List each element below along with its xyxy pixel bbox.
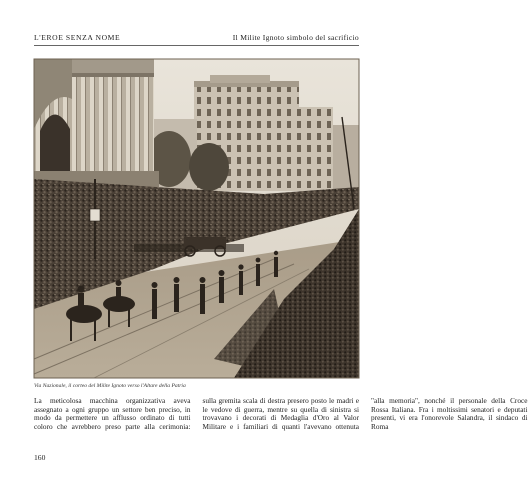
- chapter-title: Il Milite Ignoto simbolo del sacrificio: [232, 33, 359, 42]
- photo-caption: Via Nazionale, il corteo del Milite Ignoto verso l'Altare della Patria: [34, 383, 186, 389]
- body-text: [34, 396, 528, 439]
- section-title: L'EROE SENZA NOME: [34, 33, 121, 42]
- running-head: [34, 30, 359, 44]
- page-number: 160: [34, 453, 46, 462]
- procession-photo-illustration: [34, 59, 359, 378]
- body-paragraph: La meticolosa macchina organizzativa aveva assegnato a ogni gruppo un settore ben preciso, in modo da permettere un afflusso ordinato di tutti coloro che avrebbero preso parte alla cerimonia: sulla gremita scala di destra presero posto le madri e le vedove di guerra, mentre su quella di sinistra si trovavano i decorati di Medaglia d'Oro al Valor Militare e i familiari di quanti l'avevano ottenuta "alla memoria", nonché il personale della Croce Rossa Italiana. Fra i moltissimi senatori e deputati presenti, vi era l'onorevole Salandra, il sindaco di Roma: [34, 396, 528, 431]
- historical-photo: [34, 59, 359, 378]
- header-rule: [34, 45, 359, 46]
